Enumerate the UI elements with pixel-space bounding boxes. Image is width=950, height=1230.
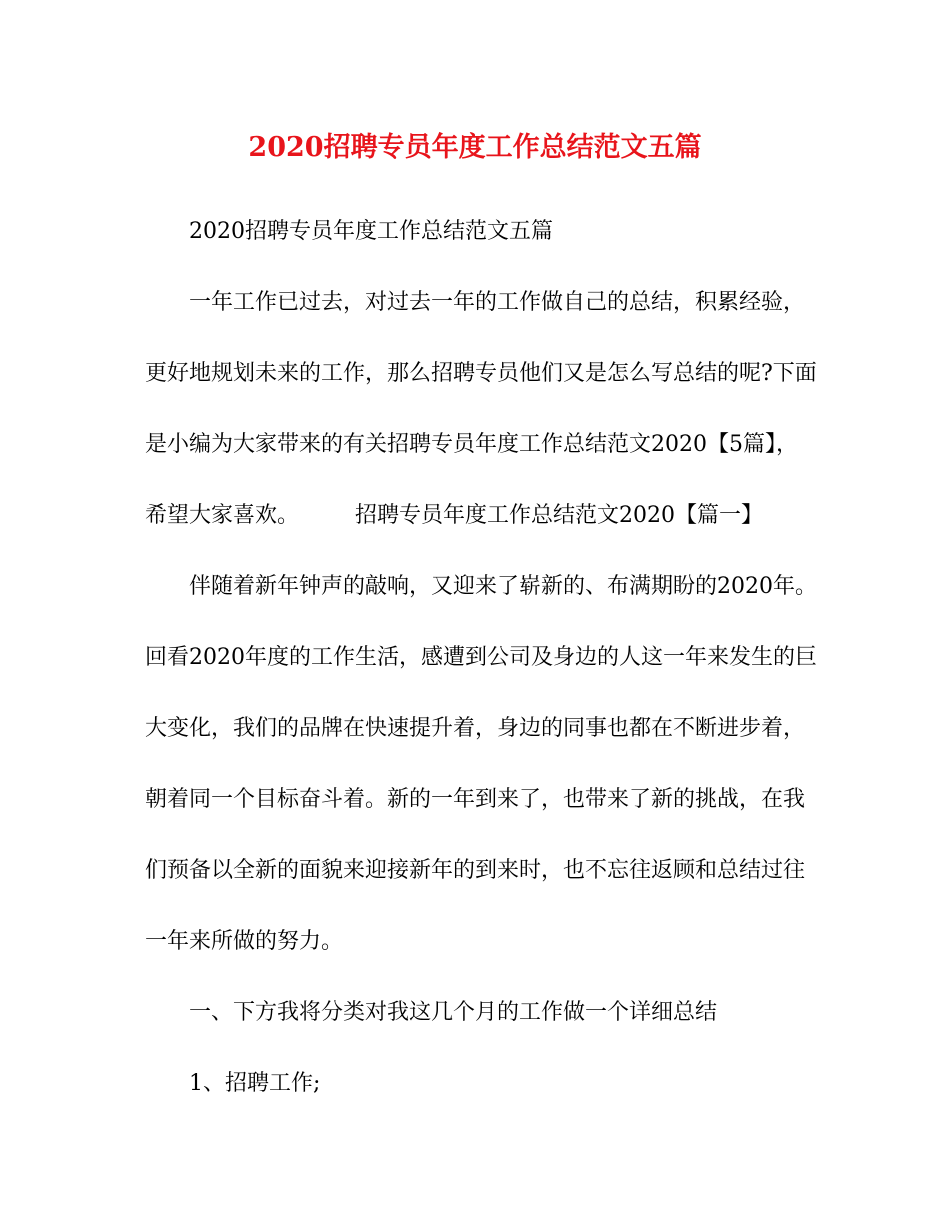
heading-1-1: 1、招聘工作; bbox=[189, 1071, 321, 1096]
section-heading: 招聘专员年度工作总结范文2020【篇一】 bbox=[355, 503, 764, 528]
para1-line-4: 朝着同一个目标奋斗着。新的一年到来了，也带来了新的挑战，在我 bbox=[145, 787, 806, 812]
intro-line-1: 一年工作已过去，对过去一年的工作做自己的总结，积累经验， bbox=[189, 290, 806, 315]
subtitle-line: 2020招聘专员年度工作总结范文五篇 bbox=[189, 219, 553, 244]
para1-line-3: 大变化，我们的品牌在快速提升着，身边的同事也都在不断进步着， bbox=[145, 716, 806, 741]
intro-line-2: 更好地规划未来的工作，那么招聘专员他们又是怎么写总结的呢?下面 bbox=[145, 361, 817, 386]
para1-line-5: 们预备以全新的面貌来迎接新年的到来时，也不忘往返顾和总结过往 bbox=[145, 858, 806, 883]
para1-line-6: 一年来所做的努力。 bbox=[145, 929, 344, 954]
document-title: 2020招聘专员年度工作总结范文五篇 bbox=[248, 132, 702, 163]
document-body bbox=[145, 214, 815, 1137]
intro-line-4 bbox=[145, 498, 815, 569]
para1-line-1: 伴随着新年钟声的敲响，又迎来了崭新的、布满期盼的2020年。 bbox=[189, 574, 817, 599]
intro-closing: 希望大家喜欢。 bbox=[145, 503, 300, 528]
heading-1: 一、下方我将分类对我这几个月的工作做一个详细总结 bbox=[189, 1000, 718, 1025]
para1-line-2: 回看2020年度的工作生活，感遭到公司及身边的人这一年来发生的巨 bbox=[145, 645, 817, 670]
intro-line-3: 是小编为大家带来的有关招聘专员年度工作总结范文2020【5篇】， bbox=[145, 432, 798, 457]
